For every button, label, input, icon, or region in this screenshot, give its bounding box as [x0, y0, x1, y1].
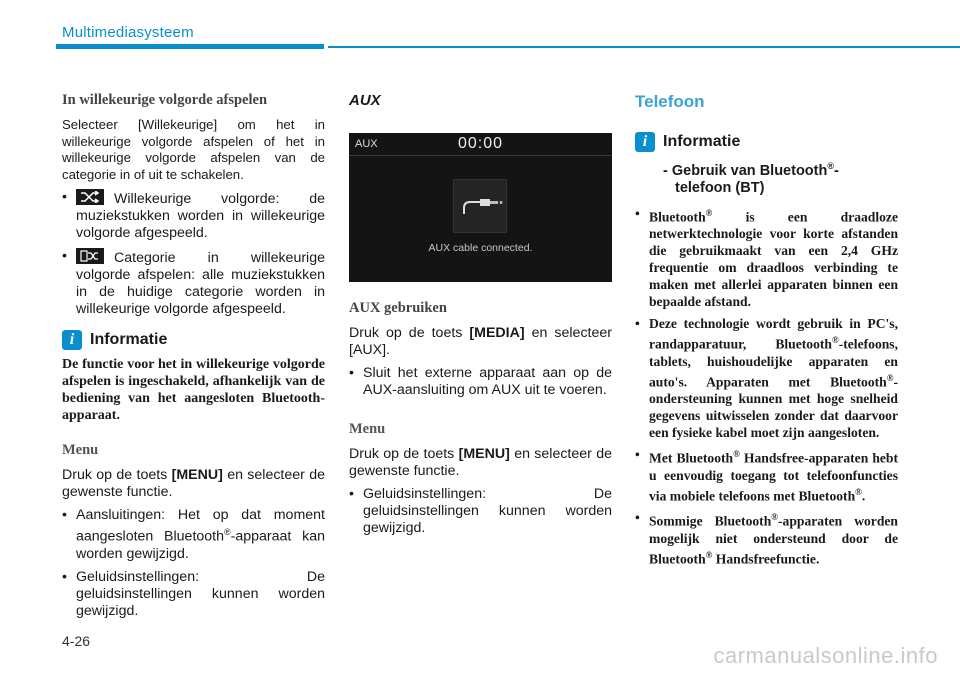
category-shuffle-icon — [76, 248, 104, 264]
shuffle-heading: In willekeurige volgorde afspelen — [62, 92, 268, 108]
bt-bullet-4: • Sommige Bluetooth®-apparaten worden mogelijk niet ondersteund door de Bluetooth® Handsfreefunctie. — [635, 509, 898, 567]
header-rule — [328, 46, 960, 48]
bt-bullet-1: • Bluetooth® is een draadloze netwerktechnologie voor korte afstanden die gebruikmaakt van een 2,4 GHz frequentie om draadloos verbinding te maken met allerlei apparaten binnen een bepaalde afstand. — [635, 205, 898, 311]
info-icon: i — [62, 330, 82, 350]
info-title: Informatie — [90, 331, 168, 348]
column-shuffle — [62, 92, 325, 626]
aux-use-heading: AUX gebruiken — [349, 300, 447, 316]
category-shuffle-bullet: • Categorie in willekeurige volgorde afspelen: alle muziekstukken in de huidige categorie worden in willekeurige volgorde afgespeeld. — [62, 248, 325, 318]
info-text: De functie voor het in willekeurige volgorde afspelen is ingeschakeld, afhankelijk van de bediening van het aangesloten Bluetooth-apparaat. — [62, 357, 325, 423]
aux-use-bullet: • Sluit het externe apparaat aan op de AUX-aansluiting om AUX uit te voeren. — [349, 365, 612, 399]
aux-menu-bullet: • Geluidsinstellingen: De geluidsinstellingen kunnen worden gewijzigd. — [349, 486, 612, 537]
aux-screen-divider — [349, 155, 612, 156]
info-icon: i — [635, 132, 655, 152]
info-block-header — [62, 330, 325, 350]
menu-heading: Menu — [62, 442, 99, 458]
header-bar — [56, 44, 324, 49]
menu-connections-bullet: • Aansluitingen: Het op dat moment aangesloten Bluetooth®-apparaat kan worden gewijzigd. — [62, 507, 325, 563]
aux-menu-intro: Druk op de toets [MENU] en selecteer de gewenste functie. — [349, 446, 612, 479]
aux-title: AUX — [349, 92, 381, 109]
bt-bullet-2: • Deze technologie wordt gebruik in PC's, randapparatuur, Bluetooth®-telefoons, tablets, huishoudelijke apparaten en auto's. Apparaten met Bluetooth®-ondersteuning kunnen met hoge snelheid gegevens uitwisselen zonder dat daarvoor een fysieke kabel moet zijn aangesloten. — [635, 315, 898, 441]
shuffle-intro: Selecteer [Willekeurige] om het in willekeurige volgorde afspelen of het in willekeurige volgorde afspelen van de categorie in of uit te schakelen. — [62, 117, 325, 182]
phone-info-title: Informatie — [663, 133, 741, 150]
aux-screen-time: 00:00 — [457, 135, 504, 152]
aux-screen-label: AUX — [355, 138, 378, 150]
column-phone — [635, 92, 898, 573]
bt-bullet-3: • Met Bluetooth® Handsfree-apparaten hebt u eenvoudig toegang tot telefoonfuncties via mobiele telefoons met Bluetooth®. — [635, 446, 898, 504]
aux-cable-icon — [453, 179, 507, 233]
column-aux — [349, 92, 612, 543]
shuffle-bullet: • Willekeurige volgorde: de muziekstukken worden in willekeurige volgorde afgespeeld. — [62, 189, 325, 242]
menu-intro: Druk op de toets [MENU] en selecteer de gewenste functie. — [62, 467, 325, 500]
aux-menu-heading: Menu — [349, 421, 386, 437]
page-number: 4-26 — [62, 633, 91, 649]
shuffle-icon — [76, 189, 104, 205]
bluetooth-subtitle: - Gebruik van Bluetooth®- telefoon (BT) — [663, 161, 839, 196]
phone-info-header — [635, 132, 898, 152]
aux-use-intro: Druk op de toets [MEDIA] en selecteer [AUX]. — [349, 325, 612, 358]
watermark: carmanualsonline.info — [713, 643, 938, 668]
phone-title: Telefoon — [635, 92, 705, 111]
aux-screen-message: AUX cable connected. — [428, 242, 533, 254]
section-title: Multimediasysteem — [62, 24, 194, 41]
aux-screen — [349, 133, 612, 282]
menu-sound-bullet: • Geluidsinstellingen: De geluidsinstellingen kunnen worden gewijzigd. — [62, 569, 325, 620]
